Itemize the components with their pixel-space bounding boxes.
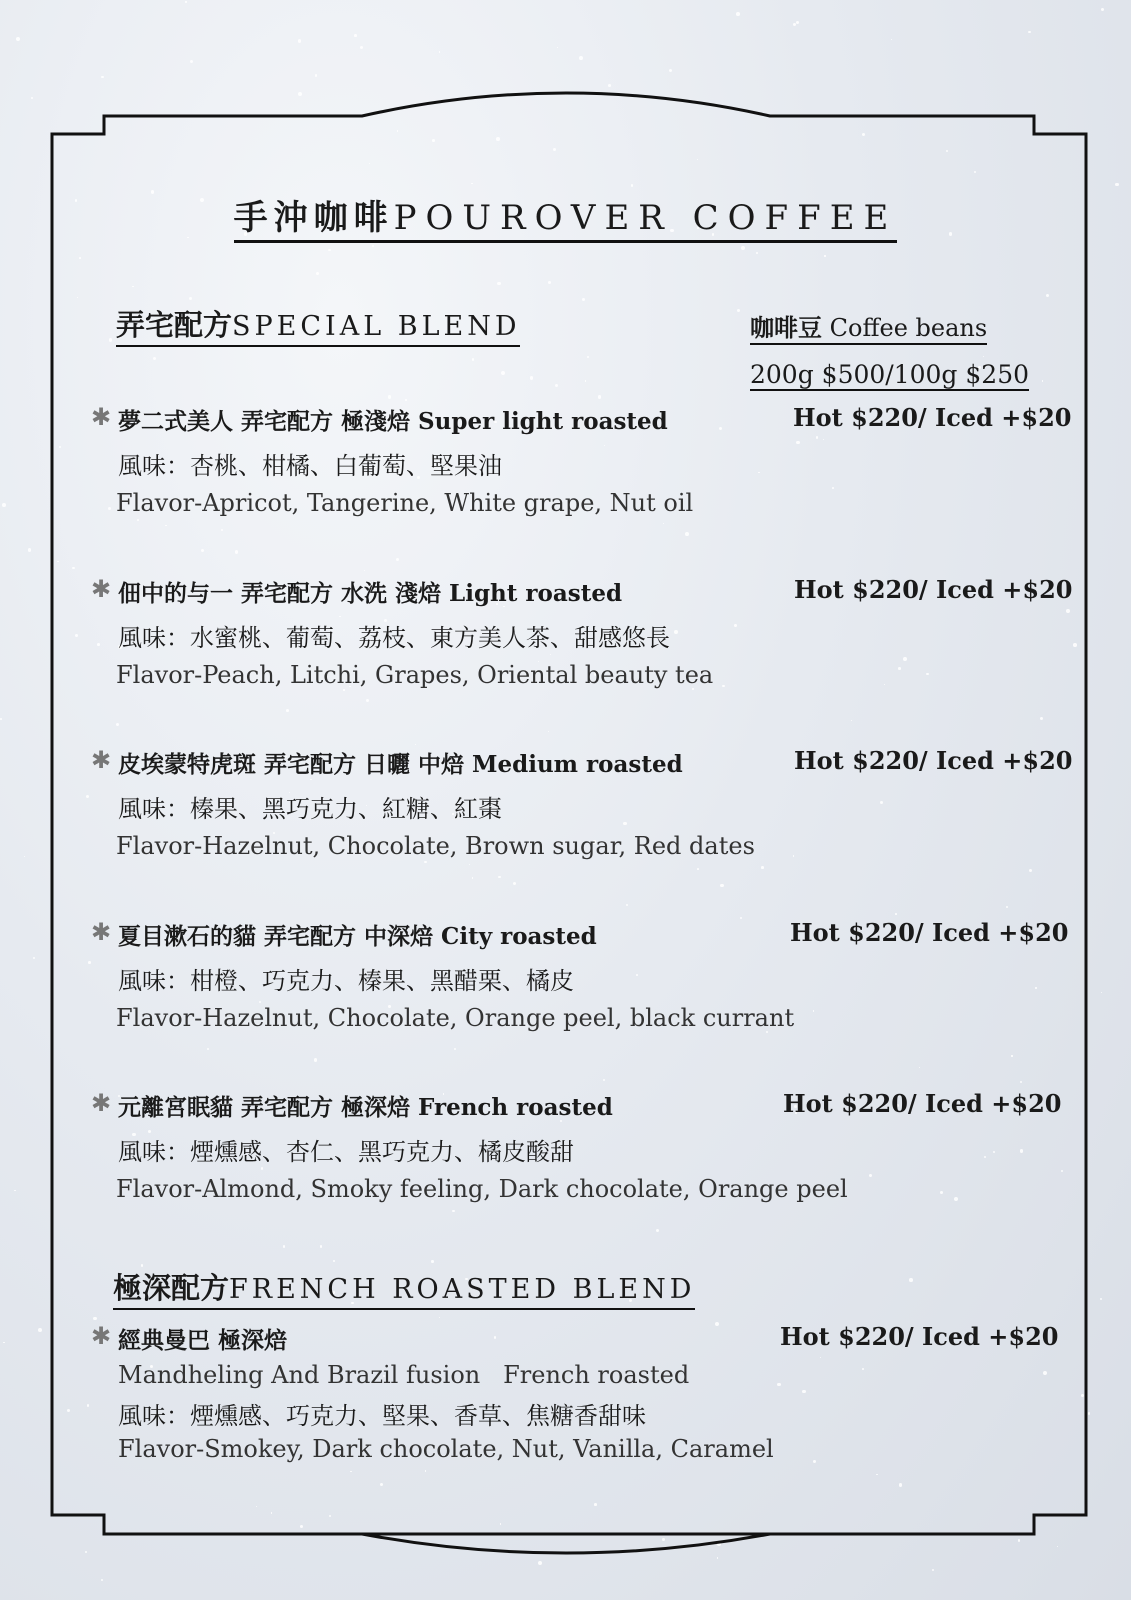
item-flavor-en: Flavor-Almond, Smoky feeling, Dark chocolate, Orange peel: [116, 1175, 848, 1203]
french-item-flavor-cn: 風味：煙燻感、巧克力、堅果、香草、焦糖香甜味: [118, 1402, 646, 1430]
bullet-icon: ✱: [91, 403, 112, 431]
item-price: Hot $220/ Iced +$20: [794, 575, 1073, 604]
item-flavor-cn: 風味：水蜜桃、葡萄、荔枝、東方美人茶、甜感悠長: [118, 624, 670, 652]
french-item-name: 經典曼巴 極深焙: [118, 1328, 288, 1354]
page-title-cn: 手沖咖啡: [233, 198, 394, 238]
special-blend-title-en: SPECIAL BLEND: [232, 311, 521, 342]
item-name: [118, 918, 597, 951]
beans-price: 200g $500/100g $250: [750, 360, 1030, 389]
item-flavor-en: Flavor-Peach, Litchi, Grapes, Oriental beauty tea: [116, 661, 714, 689]
page-title-en: POUROVER COFFEE: [393, 198, 898, 238]
item-flavor-cn: 風味：煙燻感、杏仁、黑巧克力、橘皮酸甜: [118, 1138, 574, 1166]
bullet-icon: ✱: [91, 1089, 112, 1117]
item-flavor-en: Flavor-Apricot, Tangerine, White grape, Nut oil: [116, 489, 694, 517]
special-blend-title: [116, 303, 520, 347]
item-name-cn: 皮埃蒙特虎斑 弄宅配方 日曬 中焙: [118, 752, 465, 778]
item-name-cn: 佃中的与一 弄宅配方 水洗 淺焙: [118, 581, 442, 607]
bullet-icon: ✱: [91, 575, 112, 603]
item-flavor-en: Flavor-Hazelnut, Chocolate, Brown sugar, Red dates: [116, 832, 755, 860]
french-blend-title-cn: 極深配方: [113, 1271, 230, 1305]
french-item-subtitle: Mandheling And Brazil fusion French roasted: [118, 1361, 690, 1389]
french-blend-title: [113, 1266, 695, 1310]
french-item-flavor-en: Flavor-Smokey, Dark chocolate, Nut, Vanilla, Caramel: [118, 1435, 774, 1463]
page-title: [0, 190, 1131, 239]
item-flavor-cn: 風味：榛果、黑巧克力、紅糖、紅棗: [118, 795, 502, 823]
bullet-icon: ✱: [91, 1322, 112, 1350]
item-name-cn: 元離宮眠貓 弄宅配方 極深焙: [118, 1095, 411, 1121]
item-flavor-cn: 風味：杏桃、柑橘、白葡萄、堅果油: [118, 452, 502, 480]
beans-label-en: Coffee beans: [829, 314, 988, 342]
item-name: [118, 575, 622, 608]
item-name-cn: 夏目漱石的貓 弄宅配方 中深焙: [118, 924, 434, 950]
item-name: [118, 403, 668, 436]
item-roast-en: Super light roasted: [418, 408, 668, 435]
item-name-cn: 夢二式美人 弄宅配方 極淺焙: [118, 409, 411, 435]
beans-label: [750, 308, 987, 345]
item-name: [118, 1089, 613, 1122]
special-blend-title-cn: 弄宅配方: [116, 308, 233, 342]
item-price: Hot $220/ Iced +$20: [790, 918, 1069, 947]
item-price: Hot $220/ Iced +$20: [793, 403, 1072, 432]
item-price: Hot $220/ Iced +$20: [794, 746, 1073, 775]
item-price: Hot $220/ Iced +$20: [783, 1089, 1062, 1118]
item-name: [118, 746, 683, 779]
french-blend-title-en: FRENCH ROASTED BLEND: [229, 1274, 696, 1305]
french-item-price: Hot $220/ Iced +$20: [780, 1322, 1059, 1351]
item-roast-en: French roasted: [418, 1094, 613, 1121]
bullet-icon: ✱: [91, 918, 112, 946]
item-roast-en: City roasted: [441, 923, 597, 950]
item-flavor-en: Flavor-Hazelnut, Chocolate, Orange peel, black currant: [116, 1004, 795, 1032]
item-roast-en: Light roasted: [449, 580, 623, 607]
item-flavor-cn: 風味：柑橙、巧克力、榛果、黑醋栗、橘皮: [118, 967, 574, 995]
bullet-icon: ✱: [91, 746, 112, 774]
item-roast-en: Medium roasted: [472, 751, 683, 778]
beans-label-cn: 咖啡豆: [750, 314, 822, 342]
